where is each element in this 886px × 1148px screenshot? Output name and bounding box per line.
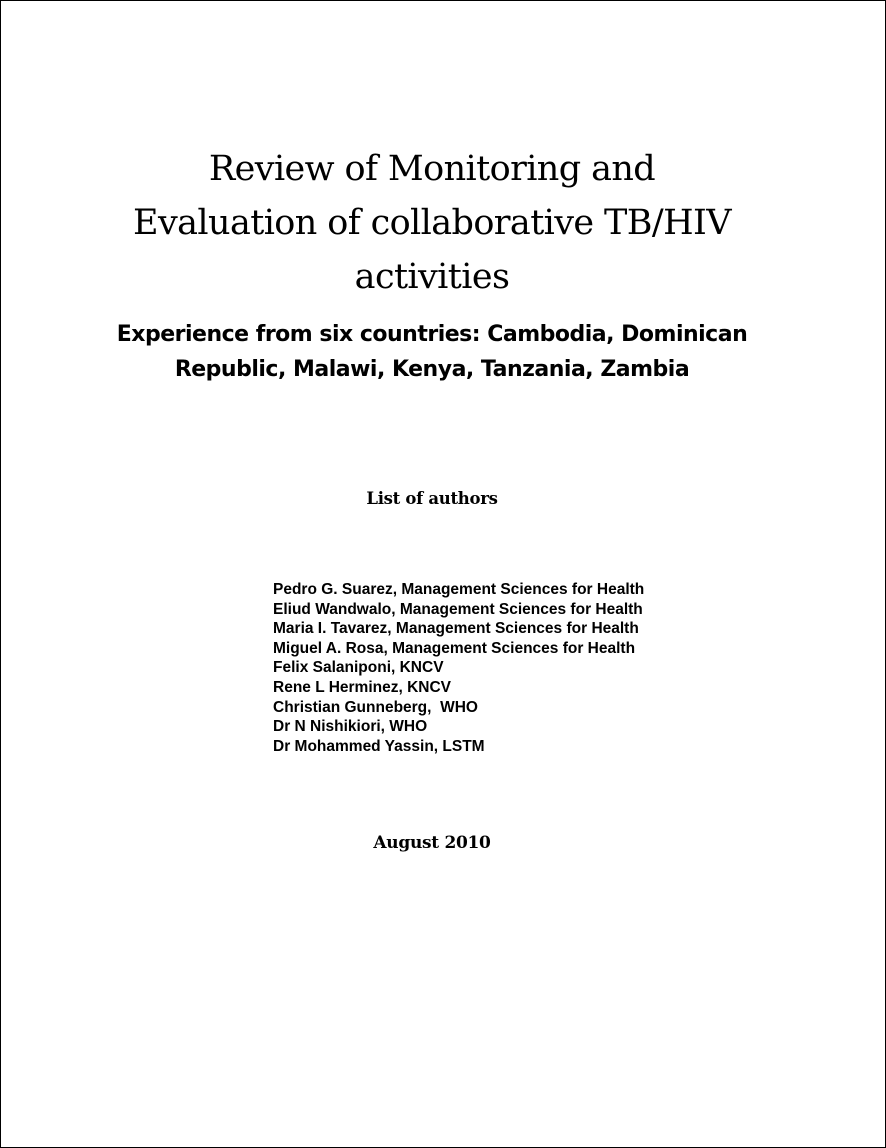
author-item: Dr Mohammed Yassin, LSTM	[273, 737, 485, 755]
author-item: Eliud Wandwalo, Management Sciences for Health	[273, 600, 643, 618]
publication-date: August 2010	[373, 833, 491, 853]
document-title	[1, 142, 863, 304]
title-line: Evaluation of collaborative TB/HIV	[133, 203, 731, 243]
author-item: Pedro G. Suarez, Management Sciences for Health	[273, 581, 645, 598]
author-item: Maria I. Tavarez, Management Sciences for Health	[273, 620, 639, 638]
author-item: Christian Gunneberg, WHO	[273, 698, 478, 716]
author-item: Dr N Nishikiori, WHO	[273, 718, 428, 736]
subtitle-line: Republic, Malawi, Kenya, Tanzania, Zambia	[174, 357, 690, 382]
author-item: Miguel A. Rosa, Management Sciences for Health	[273, 639, 636, 657]
document-subtitle	[1, 317, 863, 387]
authors-list	[273, 580, 644, 756]
author-item: Rene L Herminez, KNCV	[273, 678, 452, 696]
author-item: Felix Salaniponi, KNCV	[273, 659, 444, 677]
subtitle-line: Experience from six countries: Cambodia, Dominican	[116, 322, 748, 347]
authors-heading: List of authors	[366, 489, 498, 508]
title-line: activities	[354, 257, 510, 297]
title-line: Review of Monitoring and	[208, 149, 656, 189]
